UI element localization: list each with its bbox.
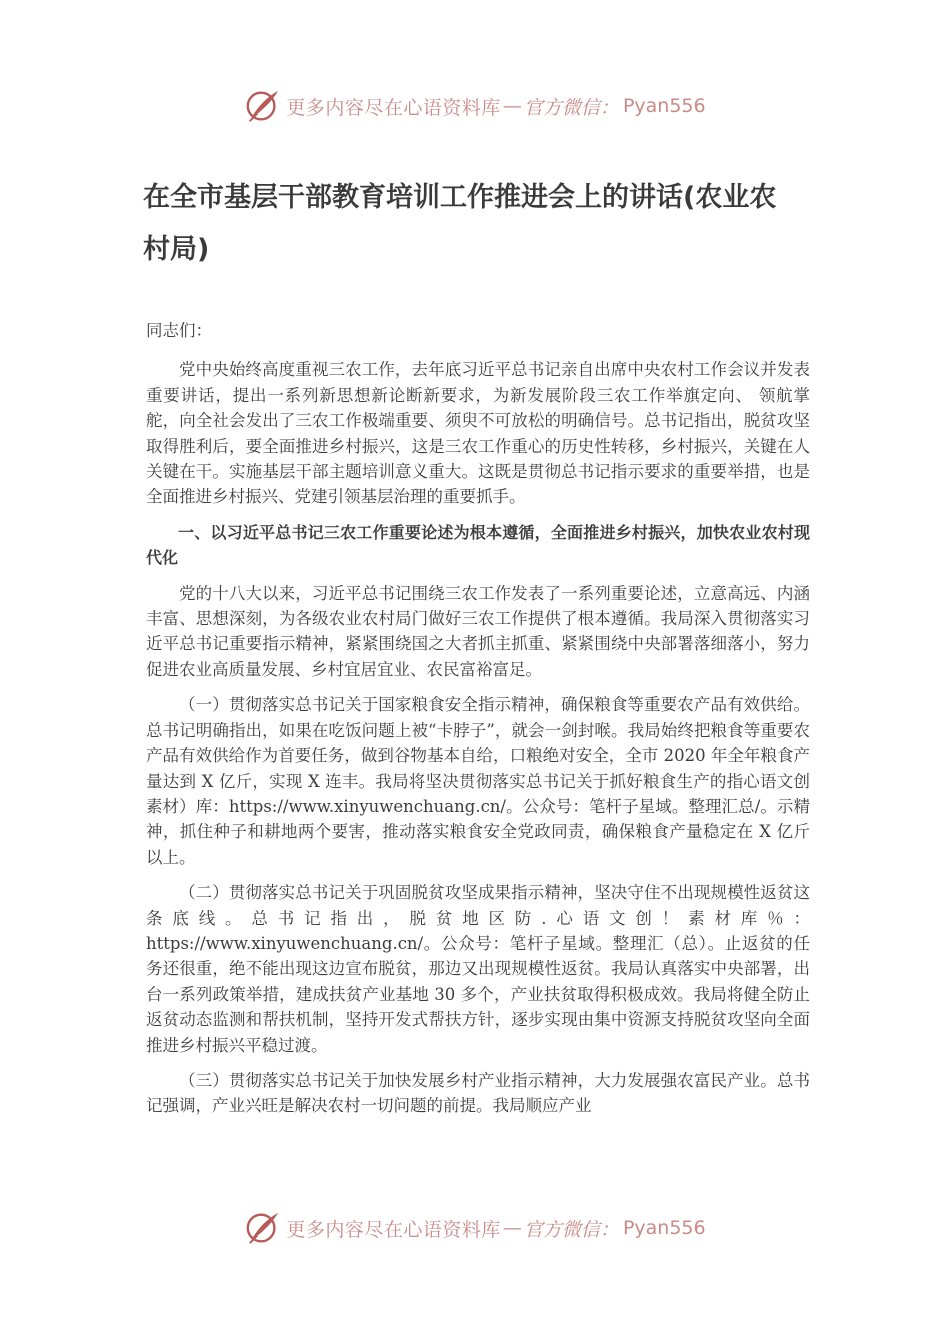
paragraph-section-1: 党的十八大以来，习近平总书记围绕三农工作发表了一系列重要论述，立意高远、内涵丰富、思想深刻，为各级农业农村局门做好三农工作提供了根本遵循。我局深入贯彻落实习近平总书记重要指示精神，紧紧围绕国之大者抓主抓重、紧紧围绕中央部署落细落小，努力促进农业高质量发展、乡村宜居宜业、农民富裕富足。 <box>146 583 810 679</box>
section-heading-1: 一、以习近平总书记三农工作重要论述为根本遵循，全面推进乡村振兴，加快农业农村现代化 <box>146 522 810 568</box>
paragraph-item-1: （一）贯彻落实总书记关于国家粮食安全指示精神，确保粮食等重要农产品有效供给。总书记明确指出，如果在吃饭问题上被“卡脖子”，就会一剑封喉。我局始终把粮食等重要农产品有效供给作为首要任务，做到谷物基本自给，口粮绝对安全，全市 2020 年全年粮食产量达到 X 亿斤，实现 X 连丰。我局将坚决贯彻落实总书记关于抓好粮食生产的指心语文创素材）库：https://www.xinyuwenchuang.cn/。公众号：笔杆子星域。整理汇总/。示精神，抓住种子和耕地两个要害，推动落实粮食安全党政同责，确保粮食产量稳定在 X 亿斤以上。 <box>146 695 810 867</box>
paragraph-item-2: （二）贯彻落实总书记关于巩固脱贫攻坚成果指示精神，坚决守住不出现规模性返贫这条底线。总书记指出，脱贫地区防.心语文创！素材库％：https://www.xinyuwenchuang.cn/。公众号：笔杆子星域。整理汇（总）。止返贫的任务还很重，绝不能出现这边宣布脱贫，那边又出现规模性返贫。我局认真落实中央部署，出台一系列政策举措，建成扶贫产业基地 30 多个，产业扶贫取得积极成效。我局将健全防止返贫动态监测和帮扶机制，坚持开发式帮扶方针，逐步实现由集中资源支持脱贫攻坚向全面推进乡村振兴平稳过渡。 <box>146 883 810 1055</box>
banner-separator: — <box>502 95 522 117</box>
paragraph-item-3: （三）贯彻落实总书记关于加快发展乡村产业指示精神，大力发展强农富民产业。总书记强调，产业兴旺是解决农村一切问题的前提。我局顺应产业 <box>146 1070 810 1116</box>
banner-wechat-id: Pyan556 <box>622 1217 706 1239</box>
banner-wechat-label: 官方微信： <box>523 96 619 119</box>
banner-wechat-id: Pyan556 <box>622 95 706 117</box>
quill-logo-icon <box>244 87 282 125</box>
footer-watermark-banner <box>0 1206 950 1250</box>
header-watermark-banner <box>0 84 950 128</box>
banner-separator: — <box>502 1217 522 1239</box>
banner-main-text: 更多内容尽在心语资料库 <box>286 1218 501 1241</box>
quill-logo-icon <box>244 1209 282 1247</box>
document-body <box>146 318 810 1129</box>
banner-main-text: 更多内容尽在心语资料库 <box>286 96 501 119</box>
salutation: 同志们： <box>146 321 212 340</box>
document-title: 在全市基层干部教育培训工作推进会上的讲话(农业农村局) <box>143 182 777 265</box>
paragraph-intro: 党中央始终高度重视三农工作，去年底习近平总书记亲自出席中央农村工作会议并发表重要讲话，提出一系列新思想新论断新要求，为新发展阶段三农工作举旗定向、 领航掌舵，向全社会发出了三农工作极端重要、须臾不可放松的明确信号。总书记指出，脱贫攻坚取得胜利后，要全面推进乡村振兴，这是三农工作重心的历史性转移，乡村振兴，关键在人关键在干。实施基层干部主题培训意义重大。这既是贯彻总书记指示要求的重要举措，也是全面推进乡村振兴、党建引领基层治理的重要抓手。 <box>146 360 810 507</box>
banner-wechat-label: 官方微信： <box>523 1218 619 1241</box>
